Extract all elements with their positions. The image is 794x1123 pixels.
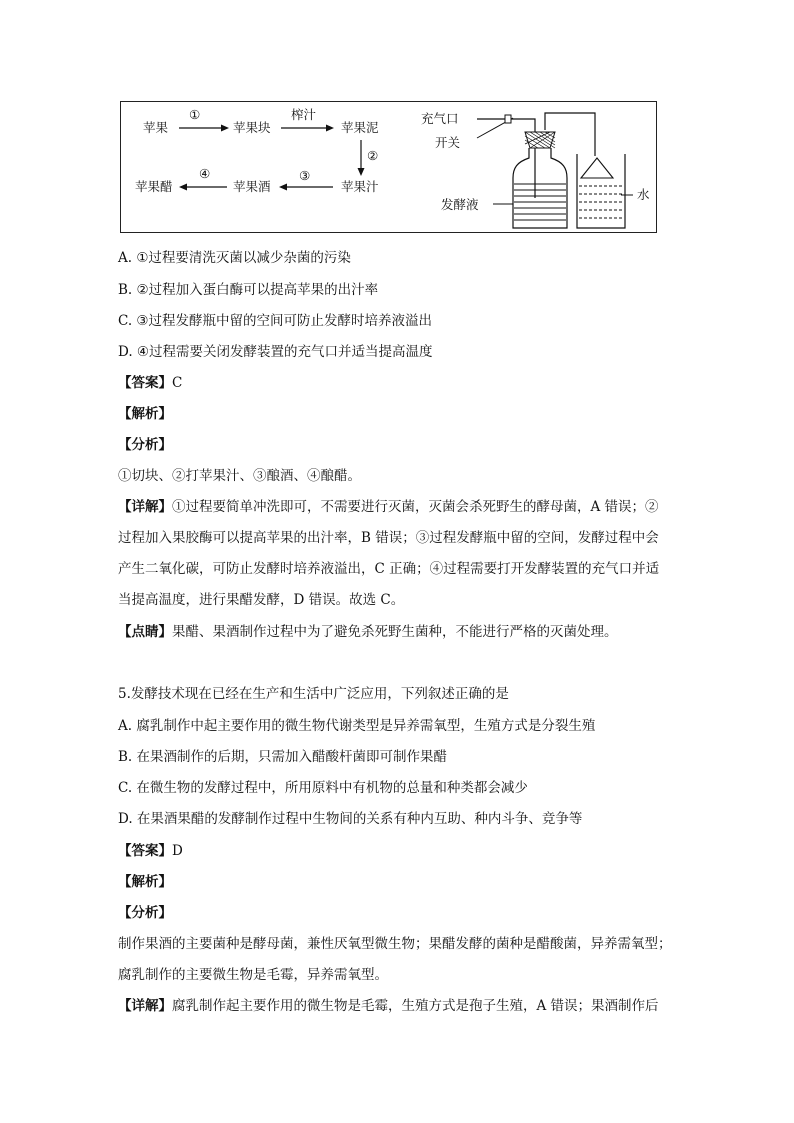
q5-option-a: A. 腐乳制作中起主要作用的微生物代谢类型是异养需氧型，生殖方式是分裂生殖 xyxy=(118,718,596,734)
q4-option-d: D. ④过程需要关闭发酵装置的充气口并适当提高温度 xyxy=(118,344,433,360)
fermentation-bottle xyxy=(513,148,567,228)
q5-stem: 5.发酵技术现在已经在生产和生活中广泛应用，下列叙述正确的是 xyxy=(118,686,509,702)
detail-label: 【详解】 xyxy=(118,998,172,1014)
q5-fenxi-line-2: 腐乳制作的主要微生物是毛霉，异养需氧型。 xyxy=(118,967,388,983)
label-ferment-liquid: 发酵液 xyxy=(441,197,479,212)
q4-detail-line-1 xyxy=(118,497,678,517)
arrow-1-head xyxy=(221,125,229,132)
q5-option-d: D. 在果酒果醋的发酵制作过程中生物间的关系有种内互助、种内斗争、竞争等 xyxy=(118,811,583,827)
arrow-4-head xyxy=(279,184,287,191)
label-step4: ④ xyxy=(199,166,211,181)
label-apple-wine: 苹果酒 xyxy=(233,179,271,194)
detail-text: 腐乳制作起主要作用的微生物是毛霉，生殖方式是孢子生殖，A 错误；果酒制作后 xyxy=(172,998,659,1014)
water-dash-lines xyxy=(579,186,623,218)
q4-comment xyxy=(118,622,678,642)
label-apple-vinegar: 苹果醋 xyxy=(135,179,173,194)
q4-fenxi-label: 【分析】 xyxy=(118,437,172,453)
comment-text: 果醋、果酒制作过程中为了避免杀死野生菌种，不能进行严格的灭菌处理。 xyxy=(172,624,618,640)
detail-label: 【详解】 xyxy=(118,499,172,515)
q4-option-b: B. ②过程加入蛋白酶可以提高苹果的出汁率 xyxy=(118,282,379,298)
answer-label: 【答案】 xyxy=(118,843,172,859)
label-apple-pieces: 苹果块 xyxy=(233,120,271,135)
q5-detail xyxy=(118,996,678,1016)
arrow-2-head xyxy=(326,125,334,132)
q5-analysis-label: 【解析】 xyxy=(118,874,172,890)
stopper-icon xyxy=(525,132,555,148)
comment-label: 【点睛】 xyxy=(118,624,172,640)
answer-label: 【答案】 xyxy=(118,375,172,391)
label-apple: 苹果 xyxy=(143,120,169,135)
q5-fenxi-line-1: 制作果酒的主要菌种是酵母菌，兼性厌氧型微生物；果醋发酵的菌种是醋酸菌，异养需氧型； xyxy=(118,936,672,952)
q4-detail-line-3: 产生二氧化碳，可防止发酵时培养液溢出，C 正确；④过程需要打开发酵装置的充气口并适 xyxy=(118,561,660,577)
experiment-figure xyxy=(120,101,657,233)
arrow-3-head xyxy=(358,168,365,176)
q4-fenxi: ①切块、②打苹果汁、③酿酒、④酿醋。 xyxy=(118,468,361,484)
arrow-5-head xyxy=(179,184,187,191)
figure-svg xyxy=(121,102,658,234)
label-switch: 开关 xyxy=(435,135,461,150)
q4-option-c: C. ③过程发酵瓶中留的空间可防止发酵时培养液溢出 xyxy=(118,313,433,329)
q4-detail-line-4: 当提高温度，进行果醋发酵，D 错误。故选 C。 xyxy=(118,592,405,608)
fermentation-liquid-lines xyxy=(514,184,566,220)
label-step1: ① xyxy=(189,107,201,122)
clamp-icon xyxy=(505,115,511,123)
funnel-icon xyxy=(581,158,613,178)
q5-fenxi-label: 【分析】 xyxy=(118,905,172,921)
q5-option-c: C. 在微生物的发酵过程中，所用原料中有机物的总量和种类都会减少 xyxy=(118,780,528,796)
label-apple-juice: 苹果汁 xyxy=(341,179,379,194)
label-step2: ② xyxy=(367,148,379,163)
detail-text-1: ①过程要简单冲洗即可，不需要进行灭菌，灭菌会杀死野生的酵母菌，A 错误；② xyxy=(172,499,659,515)
q5-answer xyxy=(118,841,678,861)
answer-value: D xyxy=(172,843,183,859)
label-squeeze: 榨汁 xyxy=(291,107,317,122)
answer-value: C xyxy=(172,375,183,391)
q4-detail-line-2: 过程加入果胶酶可以提高苹果的出汁率，B 错误；③过程发酵瓶中留的空间，发酵过程中会 xyxy=(118,530,659,546)
label-apple-puree: 苹果泥 xyxy=(341,120,379,135)
q4-answer xyxy=(118,373,678,393)
q5-option-b: B. 在果酒制作的后期，只需加入醋酸杆菌即可制作果醋 xyxy=(118,749,448,765)
label-water: 水 xyxy=(637,187,650,202)
q4-analysis-label: 【解析】 xyxy=(118,406,172,422)
q4-option-a: A. ①过程要清洗灭菌以减少杂菌的污染 xyxy=(118,250,351,266)
label-step3: ③ xyxy=(299,168,311,183)
label-inlet: 充气口 xyxy=(421,111,459,126)
